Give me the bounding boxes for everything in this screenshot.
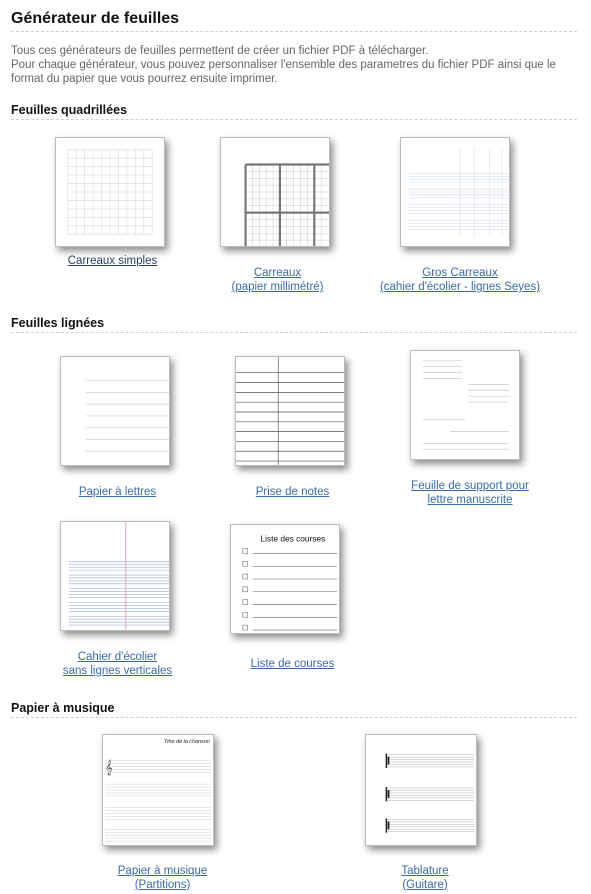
section-divider-music (11, 717, 577, 718)
link-cahier-ecolier[interactable] (45, 650, 190, 678)
treble-clef-icon: 𝄞 (104, 760, 113, 776)
shopping-list-preview (231, 525, 339, 633)
letter-paper-preview (61, 357, 169, 465)
title-divider (11, 31, 577, 32)
grid-sheet-thumbnail[interactable] (55, 137, 165, 247)
school-notebook-preview (61, 522, 169, 630)
link-line-1[interactable]: Tablature (401, 865, 449, 877)
link-line-1[interactable]: Gros Carreaux (422, 267, 498, 279)
link-support-lettre[interactable] (390, 479, 550, 507)
link-line-2[interactable]: (Guitare) (402, 879, 448, 891)
card-papier-musique[interactable] (95, 734, 230, 894)
song-title-text: Titre de la chanson (163, 738, 210, 745)
school-notebook-thumbnail[interactable] (60, 521, 170, 631)
notes-sheet-preview (236, 357, 344, 465)
intro-text (11, 44, 581, 86)
link-carreaux-simples[interactable] (40, 254, 185, 268)
card-prise-notes[interactable] (220, 356, 365, 501)
support-sheet-preview (411, 351, 519, 459)
link-line-1[interactable]: Papier à lettres (78, 486, 157, 498)
link-tablature[interactable] (355, 864, 495, 892)
section-title-lined: Feuilles lignées (11, 316, 105, 330)
link-line-1[interactable]: Prise de notes (255, 486, 330, 498)
link-line-1[interactable]: Feuille de support pour (411, 480, 529, 492)
link-line-2[interactable]: (cahier d'écolier - lignes Seyes) (379, 281, 541, 293)
shopping-list-heading: Liste des courses (260, 533, 326, 544)
section-divider-lined (11, 332, 577, 333)
card-papier-lettres[interactable] (45, 356, 190, 501)
notes-sheet-thumbnail[interactable] (235, 356, 345, 466)
music-sheet-preview (103, 735, 213, 845)
link-line-1[interactable]: Carreaux (253, 267, 302, 279)
letter-paper-thumbnail[interactable] (60, 356, 170, 466)
link-papier-musique[interactable] (95, 864, 230, 892)
link-papier-lettres[interactable] (45, 485, 190, 499)
link-line-1[interactable]: Carreaux simples (67, 255, 158, 267)
section-divider-grid (11, 119, 577, 120)
section-title-music: Papier à musique (11, 701, 115, 715)
link-line-1[interactable]: Papier à musique (117, 865, 208, 877)
support-sheet-thumbnail[interactable] (410, 350, 520, 460)
section-title-grid: Feuilles quadrillées (11, 103, 128, 117)
link-line-2[interactable]: (papier millimétré) (231, 281, 324, 293)
card-papier-millimetre[interactable] (195, 137, 360, 297)
seyes-sheet-preview (401, 138, 509, 246)
millimeter-sheet-thumbnail[interactable] (220, 137, 330, 247)
card-carreaux-simples[interactable] (40, 137, 185, 272)
intro-line-1: Tous ces générateurs de feuilles permettent de créer un fichier PDF à télécharger. (11, 45, 429, 57)
link-liste-courses[interactable] (215, 657, 370, 671)
millimeter-sheet-preview (221, 138, 329, 246)
grid-sheet-preview (56, 138, 164, 246)
link-line-1[interactable]: Liste de courses (250, 658, 335, 670)
card-tablature[interactable] (355, 734, 495, 894)
card-liste-courses[interactable] (215, 521, 370, 681)
music-sheet-thumbnail[interactable] (102, 734, 214, 846)
page-title: Générateur de feuilles (11, 10, 180, 27)
link-prise-notes[interactable] (220, 485, 365, 499)
card-seyes[interactable] (370, 137, 550, 297)
card-support-lettre[interactable] (390, 350, 550, 510)
link-papier-millimetre[interactable] (195, 266, 360, 294)
intro-line-2: Pour chaque générateur, vous pouvez personnaliser l'ensemble des parametres du fichier PDF ainsi que le format du papier que vous pourrez ensuite imprimer. (11, 59, 556, 85)
card-cahier-ecolier[interactable] (45, 521, 190, 681)
link-seyes[interactable] (370, 266, 550, 294)
link-line-2[interactable]: sans lignes verticales (62, 665, 173, 677)
tablature-thumbnail[interactable] (365, 734, 477, 846)
seyes-sheet-thumbnail[interactable] (400, 137, 510, 247)
shopping-list-thumbnail[interactable] (230, 524, 340, 634)
link-line-2[interactable]: (Partitions) (134, 879, 191, 891)
link-line-2[interactable]: lettre manuscrite (427, 494, 513, 506)
link-line-1[interactable]: Cahier d'écolier (77, 651, 158, 663)
tablature-preview (366, 735, 476, 845)
